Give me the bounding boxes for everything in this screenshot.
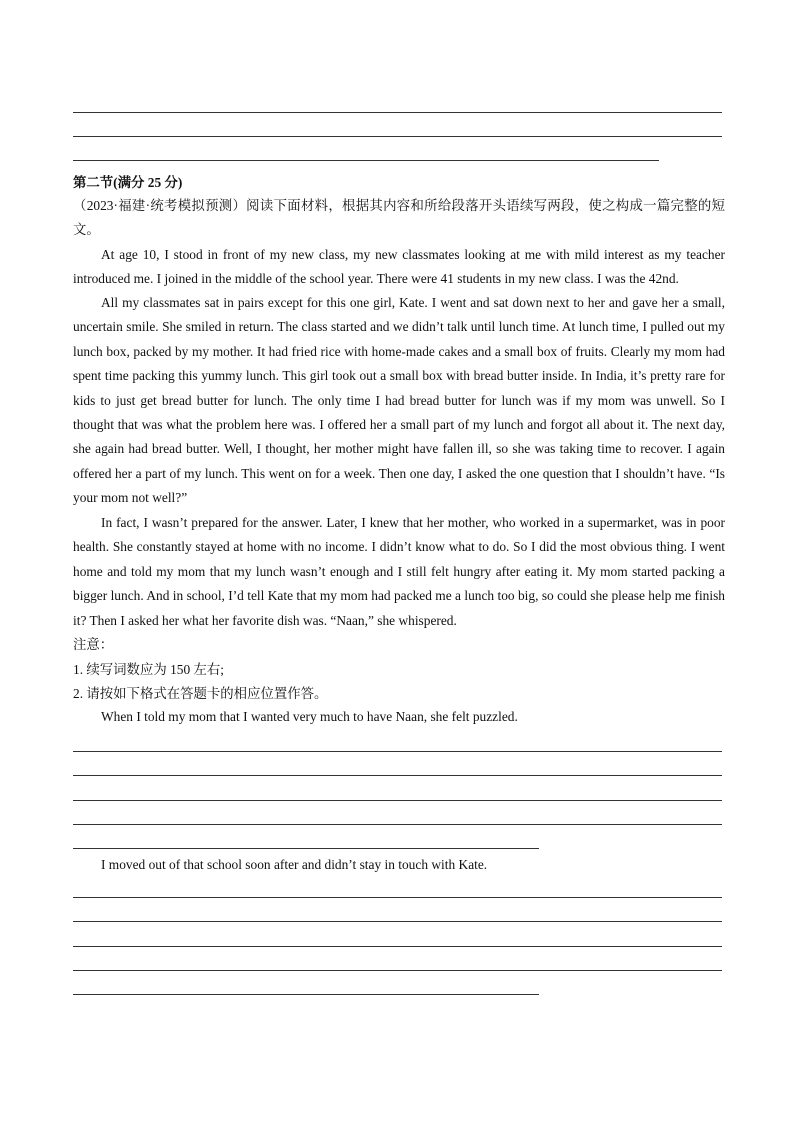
answer-line bbox=[73, 994, 539, 995]
answer-line bbox=[73, 800, 722, 801]
passage-paragraph-1: At age 10, I stood in front of my new class, my new classmates looking at me with mild interest as my teacher introduced me. I joined in the middle of the school year. There were 41 students in my new class. I was the 42nd. bbox=[73, 247, 725, 287]
answer-line bbox=[73, 751, 722, 752]
section-heading: 第二节(满分 25 分) bbox=[73, 175, 183, 190]
answer-line bbox=[73, 921, 722, 922]
passage-paragraph-3: In fact, I wasn’t prepared for the answer. Later, I knew that her mother, who worked in a supermarket, was in poor health. She constantly stayed at home with no income. I didn’t know what to do. So I did the most obvious thing. I went home and told my mom that my lunch wasn’t enough and I still felt hungry after eating it. My mom started packing a bigger lunch. And in school, I’d tell Kate that my mom had packed me a lunch too big, so could she please help me finish it? Then I asked her what her favorite dish was. “Naan,” she whispered. bbox=[73, 515, 725, 628]
paragraph-start-1: When I told my mom that I wanted very much to have Naan, she felt puzzled. bbox=[101, 709, 518, 724]
answer-line bbox=[73, 970, 722, 971]
passage-paragraph-2: All my classmates sat in pairs except for this one girl, Kate. I went and sat down next to her and gave her a small, uncertain smile. She smiled in return. The class started and we didn’t talk until lunch time. At lunch time, I pulled out my lunch box, packed by my mother. It had fried rice with home-made cakes and a small box of fruits. Clearly my mom had spent time packing this yummy lunch. This girl took out a small box with bread butter inside. In India, it’s pretty rare for kids to just get bread butter for lunch. The only time I had bread butter for lunch was if my mom was unwell. So I thought that was what the problem here was. I offered her a small part of my lunch and forgot all about it. The next day, she again had bread butter. Well, I thought, her mother might have fallen ill, so she was taking time to recover. I again offered her a part of my lunch. This went on for a week. Then one day, I asked the one question that I shouldn’t have. “Is your mom not well?” bbox=[73, 295, 725, 506]
answer-line bbox=[73, 824, 722, 825]
answer-line bbox=[73, 112, 722, 113]
answer-line bbox=[73, 946, 722, 947]
note-item-1: 1. 续写词数应为 150 左右; bbox=[73, 662, 225, 677]
answer-line bbox=[73, 897, 722, 898]
notes-title: 注意： bbox=[73, 637, 114, 652]
instruction: （2023·福建·统考模拟预测）阅读下面材料，根据其内容和所给段落开头语续写两段，使之构成一篇完整的短文。 bbox=[73, 198, 725, 238]
answer-line bbox=[73, 848, 539, 849]
answer-line bbox=[73, 136, 722, 137]
paragraph-start-2: I moved out of that school soon after and didn’t stay in touch with Kate. bbox=[101, 857, 488, 872]
answer-line bbox=[73, 160, 659, 161]
note-item-2: 2. 请按如下格式在答题卡的相应位置作答。 bbox=[73, 686, 328, 701]
answer-line bbox=[73, 775, 722, 776]
